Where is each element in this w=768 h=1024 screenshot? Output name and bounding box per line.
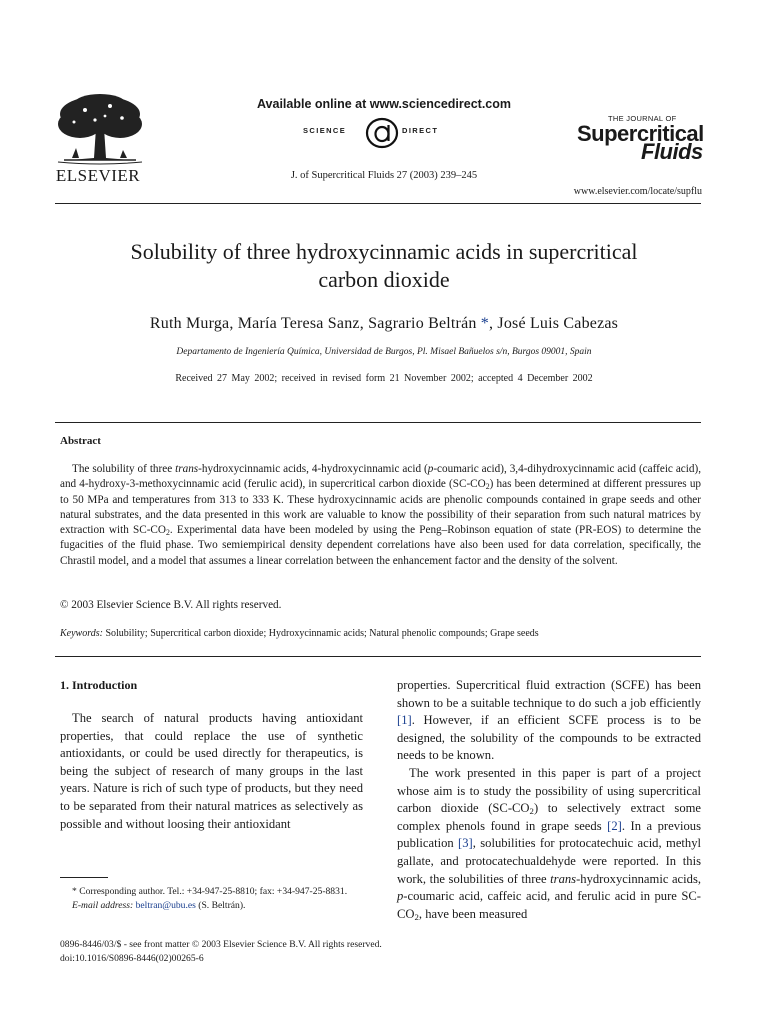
available-online-text[interactable]: Available online at www.sciencedirect.com — [256, 97, 512, 111]
keywords — [60, 628, 701, 639]
sciencedirect-right-text: DIRECT — [402, 126, 439, 135]
abstract-text: The solubility of three trans-hydroxycinnamic acids, 4-hydroxycinnamic acid (p-coumaric acid), 3,4-dihydroxycinnamic acid (caffeic acid), and 4-hydroxy-3-methoxycinnamic acid (ferulic acid), in supercritical carbon dioxide $(SC-CO_2)$ has been determined at different pressures up to 50 MPa and temperatures from 313 to 333 K. These hydroxycinnamic acids are phenolic compounds contained in grape seeds and other natural substrates, and the data presented in this work are valuable to know the possibility of their separation from such natural matrices by extraction with $SC-CO_2$. Experimental data have been modeled by using the Peng–Robinson equation of state (PR-EOS) to determine the fugacities of the fluid phase. Two semiempirical density dependent correlations have also been used for data correlation, specifically, the Chrastil model, and a model that assumes a linear correlation between the enhancement factor and the density of the solvent. — [60, 463, 702, 567]
abstract-top-rule — [55, 422, 701, 423]
keywords-label: Keywords: — [60, 628, 103, 639]
abstract-copyright: © 2003 Elsevier Science B.V. All rights reserved. — [60, 599, 282, 611]
corresponding-author-note: * Corresponding author. Tel.: +34-947-25-8810; fax: +34-947-25-8831. — [72, 886, 348, 897]
authors-after: , José Luis Cabezas — [489, 315, 619, 332]
footnote — [60, 885, 363, 913]
sciencedirect-left-text: SCIENCE — [303, 126, 347, 135]
abstract-heading: Abstract — [60, 435, 101, 447]
page-footer — [60, 938, 382, 965]
author-list — [60, 315, 708, 333]
sciencedirect-at-logo — [365, 117, 399, 149]
intro-paragraph-1-continued: properties. Supercritical fluid extraction (SCFE) has been shown to be a suitable technique to do such a job efficiently [1]. However, if an efficient SCFE process is to be designed, the solubility of the compounds to be extracted needs to be known. — [397, 678, 701, 763]
right-column-text — [397, 677, 701, 923]
left-column-text — [60, 710, 363, 833]
intro-paragraph-1: The search of natural products having antioxidant properties, that could replace the use of synthetic antioxidants, or could be used directly for therapeutics, is being the subject of research of many groups in the last years. Nature is rich of such type of products, but they need to be separated from their natural matrices as selectively as possible and without loosing their antioxidant — [60, 711, 363, 831]
sciencedirect-logo — [302, 116, 462, 152]
keywords-bottom-rule — [55, 656, 701, 657]
doi-line[interactable]: doi:10.1016/S0896-8446(02)00265-6 — [60, 952, 204, 964]
title-line-1: Solubility of three hydroxycinnamic acids in supercritical — [130, 239, 638, 264]
journal-logo-line2: Fluids — [641, 139, 703, 164]
email-note: E-mail address: beltran@ubu.es (S. Beltrán). — [72, 900, 246, 911]
title-line-2: carbon dioxide — [318, 267, 450, 292]
reference-link-2[interactable]: [2] — [607, 818, 622, 833]
section-heading-introduction: 1. Introduction — [60, 678, 138, 692]
received-dates: Received 27 May 2002; received in revised form 21 November 2002; accepted 4 December 2002 — [175, 373, 593, 384]
corresponding-author-marker[interactable]: * — [476, 315, 489, 332]
journal-logo-small-text: THE JOURNAL OF — [608, 114, 677, 123]
front-matter-line: 0896-8446/03/$ - see front matter © 2003 Elsevier Science B.V. All rights reserved. — [60, 939, 382, 950]
journal-citation: J. of Supercritical Fluids 27 (2003) 239–245 — [290, 170, 478, 181]
reference-link-3[interactable]: [3] — [458, 836, 473, 851]
article-title — [60, 238, 708, 294]
footnote-rule — [60, 877, 108, 878]
journal-logo-line1: Supercritical — [577, 121, 704, 146]
journal-url[interactable]: www.elsevier.com/locate/supflu — [573, 186, 702, 197]
reference-link-1[interactable]: [1] — [397, 713, 412, 728]
header-rule — [55, 203, 701, 204]
intro-paragraph-2: The work presented in this paper is part of a project whose aim is to study the possibility of using supercritical carbon dioxide $(SC-CO_2)$ to selectively extract some complex phenols found in grape seeds [2]. In a previous publication [3], solubilities for protocatechuic acid, methyl gallate, and protocatechualdehyde were reported. In this work, the solubilities of three trans-hydroxycinnamic acids, p-coumaric acid, caffeic acid, and ferulic acid in pure $SC-CO_2$, have been measured — [397, 765, 702, 922]
keywords-text: Solubility; Supercritical carbon dioxide; Hydroxycinnamic acids; Natural phenolic compounds; Grape seeds — [102, 628, 539, 639]
publisher-name: ELSEVIER — [55, 166, 141, 185]
email-link[interactable]: beltran@ubu.es — [135, 900, 196, 911]
authors-before: Ruth Murga, María Teresa Sanz, Sagrario Beltrán — [149, 315, 477, 332]
affiliation: Departamento de Ingeniería Química, Universidad de Burgos, Pl. Misael Bañuelos s/n, Burgos 09001, Spain — [176, 347, 592, 357]
